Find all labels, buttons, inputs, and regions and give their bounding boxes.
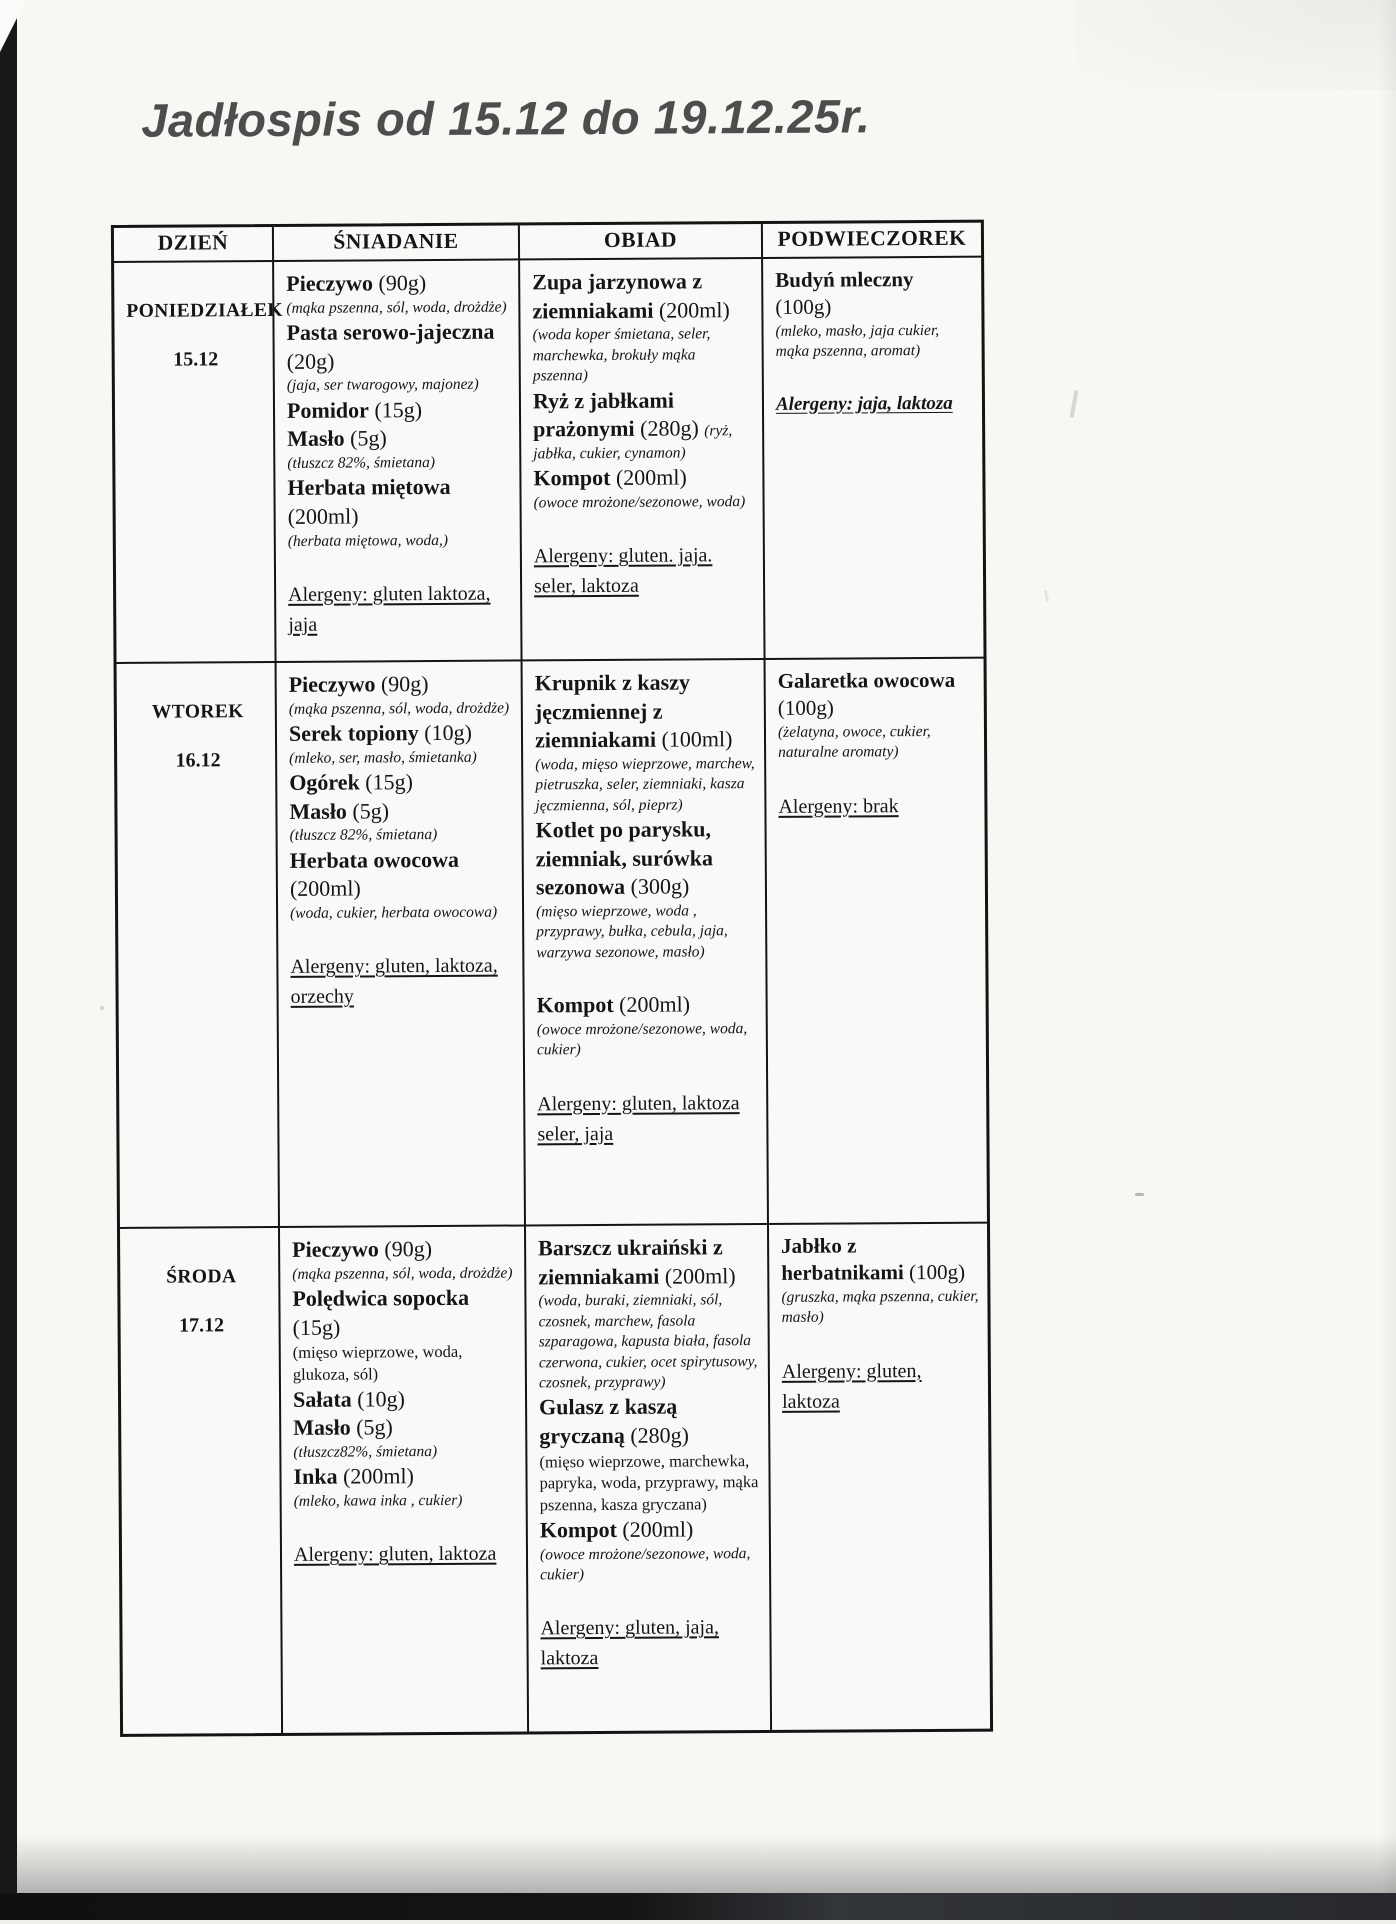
menu-line — [288, 579, 512, 640]
column-header-śniadanie: ŚNIADANIE — [274, 225, 520, 260]
menu-text-alg: Alergeny: gluten, laktoza, orzechy — [290, 955, 498, 1009]
menu-text-dish: Zupa jarzynowa z — [532, 268, 703, 295]
menu-line — [533, 386, 754, 416]
menu-line — [537, 990, 758, 1020]
menu-text-ing: (woda koper śmietana, seler, marchewka, brokuły mąka pszenna) — [532, 325, 711, 385]
dinner-cell — [523, 660, 769, 1224]
menu-line — [293, 1413, 517, 1443]
menu-text-ing: (owoce mrożone/sezonowe, woda) — [533, 492, 746, 512]
menu-text-dish: Herbata owocowa — [289, 846, 460, 873]
menu-text-ing: (owoce mrożone/sezonowe, woda, cukier) — [539, 1544, 751, 1584]
dinner-cell — [520, 259, 765, 659]
menu-line — [534, 492, 755, 514]
menu-text-dish: Barszcz ukraiński z — [538, 1234, 723, 1261]
menu-text-ing: (jaja, ser twarogowy, majonez) — [286, 375, 479, 395]
scan-shadow-bottom — [17, 1835, 1396, 1893]
menu-line — [535, 815, 756, 845]
menu-text-dish: Pasta serowo-jajeczna — [286, 318, 495, 345]
menu-text-ing: (tłuszcz 82%, śmietana) — [287, 453, 436, 472]
menu-line — [288, 530, 512, 552]
menu-text-dish: Masło — [293, 1414, 351, 1441]
menu-line — [778, 790, 976, 821]
snack-cell — [766, 659, 987, 1223]
menu-text-qty: (20g) — [286, 348, 335, 374]
menu-text-ing: (woda, cukier, herbata owocowa) — [290, 903, 498, 922]
menu-line — [538, 1233, 759, 1263]
menu-line — [294, 1539, 518, 1570]
menu-text-dish: Pomidor — [286, 397, 369, 423]
menu-line — [539, 1392, 760, 1422]
menu-line — [293, 1341, 517, 1386]
menu-text-alg: Alergeny: gluten. jaja. seler, laktoza — [533, 544, 713, 598]
menu-text-dish: Budyń mleczny — [775, 267, 914, 292]
menu-text-dish: Polędwica sopocka — [292, 1284, 470, 1311]
menu-line — [540, 1515, 761, 1545]
menu-text-dish: jęczmiennej z — [534, 698, 663, 724]
menu-text-ing: (woda, buraki, ziemniaki, sól, czosnek, marchew, fasola szparagowa, kapusta biała, fasola czerwona, cukier, ocet spirytusowy, czosnek, przyprawy) — [538, 1291, 758, 1392]
day-cell — [120, 1228, 283, 1734]
menu-text-dish: ziemniakami — [534, 726, 657, 753]
menu-text-dish: ziemniakami — [532, 297, 654, 323]
menu-text-dish: Jabłko z — [781, 1233, 857, 1258]
menu-line — [292, 1235, 516, 1265]
table-header-row — [114, 223, 981, 263]
menu-line — [781, 1232, 979, 1261]
menu-line — [290, 951, 514, 1012]
menu-line — [778, 721, 976, 763]
page-title: Jadłospis od 15.12 do 19.12.25r. — [141, 89, 871, 147]
table-row — [117, 659, 987, 1229]
menu-line — [536, 872, 757, 902]
menu-line — [289, 719, 513, 749]
menu-text-qty: (200ml) — [613, 991, 691, 1018]
menu-line — [287, 375, 511, 397]
column-header-podwieczorek: PODWIECZOREK — [777, 225, 967, 251]
menu-line — [532, 324, 753, 387]
menu-text-qty: (100ml) — [655, 726, 733, 752]
menu-text-dish: prażonymi — [533, 415, 635, 442]
menu-text-qty: (90g) — [378, 1236, 433, 1262]
menu-line — [287, 473, 511, 503]
menu-text-qty: (200ml) — [653, 296, 730, 323]
menu-text-dish: Kotlet po parysku, — [535, 816, 712, 843]
menu-text-ing: (tłuszcz82%, śmietana) — [293, 1442, 438, 1461]
menu-text-alg: Alergeny: gluten, laktoza — [781, 1359, 922, 1413]
day-name: PONIEDZIAŁEK — [126, 299, 283, 322]
menu-text-qty: (10g) — [418, 719, 472, 746]
menu-line — [532, 267, 753, 297]
menu-line — [537, 1088, 758, 1149]
day-date: 17.12 — [179, 1314, 225, 1337]
menu-text-dish: Serek topiony — [288, 720, 419, 746]
column-header-obiad: OBIAD — [520, 224, 763, 258]
menu-line — [292, 1284, 516, 1314]
menu-text-qty: (15g) — [292, 1314, 341, 1340]
snack-cell — [763, 258, 983, 658]
menu-text-dish: Pieczywo — [288, 671, 376, 697]
menu-text-qty: (200ml) — [287, 503, 359, 529]
day-name: WTOREK — [151, 701, 244, 723]
menu-text-ing: (gruszka, mąka pszenna, cukier, masło) — [781, 1287, 979, 1326]
menu-text-ing: (tłuszcz 82%, śmietana) — [289, 826, 438, 845]
menu-line — [535, 754, 756, 817]
menu-text-dish: Inka — [293, 1464, 338, 1490]
day-cell — [117, 663, 280, 1227]
menu-line — [290, 845, 514, 875]
menu-text-alg: Alergeny: gluten, laktoza seler, jaja — [537, 1091, 740, 1146]
menu-line — [535, 697, 756, 727]
menu-line — [539, 1450, 760, 1517]
breakfast-cell — [280, 1226, 529, 1732]
menu-line — [293, 1312, 517, 1342]
menu-text-dish: Sałata — [292, 1386, 352, 1412]
menu-text-qty: (280g) — [624, 1422, 690, 1448]
menu-text-qty: (200ml) — [616, 1516, 694, 1542]
menu-text-algi: Alergeny: jaja, laktoza — [775, 392, 953, 415]
menu-line — [536, 901, 757, 964]
menu-text-dish: ziemniak, surówka — [535, 845, 714, 872]
menu-line — [287, 424, 511, 454]
menu-line — [537, 1019, 758, 1061]
menu-text-dish: ziemniakami — [538, 1263, 660, 1289]
menu-line — [778, 694, 976, 723]
menu-text-qty: (5g) — [344, 425, 387, 451]
menu-line — [538, 1262, 759, 1292]
menu-line — [290, 825, 514, 847]
menu-line — [289, 768, 513, 798]
menu-line — [535, 725, 756, 755]
menu-line — [293, 1384, 517, 1414]
menu-line — [534, 540, 755, 601]
menu-text-qty: (100g) — [903, 1260, 966, 1285]
menu-text-ing: (mleko, kawa inka , cukier) — [293, 1491, 463, 1510]
menu-line — [286, 297, 510, 319]
menu-text-qty: (200ml) — [659, 1262, 736, 1289]
table-row — [120, 1224, 990, 1734]
menu-line — [539, 1421, 760, 1451]
menu-line — [287, 395, 511, 425]
menu-text-qty: (90g) — [372, 270, 427, 296]
menu-line — [532, 296, 753, 326]
menu-text-dish: Masło — [287, 425, 345, 452]
snack-cell — [769, 1224, 990, 1730]
menu-line — [289, 747, 513, 769]
menu-table — [111, 220, 993, 1737]
menu-text-ing: (mąka pszenna, sól, woda, drożdże) — [288, 699, 510, 718]
scan-shadow-right — [1380, 0, 1396, 1893]
menu-text-qty: (200ml) — [337, 1463, 415, 1490]
menu-text-qty: (300g) — [625, 873, 690, 900]
menu-line — [781, 1259, 979, 1288]
menu-text-qty: (15g) — [359, 769, 413, 795]
menu-text-ing: (mięso wieprzowe, woda , przyprawy, bułka, cebula, jaja, warzywa sezonowe, masło) — [536, 902, 728, 962]
menu-line — [540, 1544, 761, 1586]
menu-line — [781, 1286, 979, 1328]
menu-text-qty: (90g) — [375, 671, 429, 697]
menu-line — [290, 902, 514, 924]
menu-text-dish: Gulasz z kaszą — [539, 1393, 678, 1420]
menu-line — [775, 266, 973, 322]
menu-text-dish: Ogórek — [289, 769, 360, 795]
menu-line — [782, 1355, 980, 1416]
menu-text-dish: Herbata miętowa — [287, 474, 451, 501]
menu-text-qty: (5g) — [346, 797, 390, 824]
menu-text-qty: (100g) — [775, 294, 832, 320]
menu-line — [292, 1263, 516, 1285]
column-header-dzień: DZIEŃ — [114, 227, 274, 261]
menu-text-ing: (woda, mięso wieprzowe, marchew, pietruszka, seler, ziemniaki, kasza jęczmienna, sól, pieprz) — [535, 754, 755, 815]
menu-line — [294, 1491, 518, 1513]
menu-text-ing: (mleko, masło, jaja cukier, mąka pszenna, aromat) — [775, 321, 940, 360]
menu-line — [293, 1441, 517, 1463]
menu-text-dish: Pieczywo — [292, 1236, 379, 1262]
menu-line — [287, 452, 511, 474]
table-row — [114, 258, 983, 664]
menu-text-dish: Kompot — [536, 992, 614, 1018]
menu-text-ing: (ryż, jabłka, cukier, cynamon) — [533, 422, 733, 463]
menu-line — [289, 670, 513, 700]
menu-line — [286, 269, 510, 299]
menu-text-qty: (10g) — [351, 1385, 405, 1412]
breakfast-cell — [277, 661, 526, 1225]
menu-text-qty: (280g) — [634, 415, 705, 441]
menu-text-ing: (mąka pszenna, sól, woda, drożdże) — [286, 298, 507, 317]
menu-text-dish: Kompot — [533, 465, 611, 491]
day-date: 16.12 — [175, 749, 221, 772]
scan-edge-bottom — [0, 1893, 1396, 1920]
menu-line — [535, 668, 756, 698]
menu-text-dish: Ryż z jabłkami — [532, 387, 675, 413]
menu-line — [536, 844, 757, 874]
menu-text-ing: (mleko, ser, masło, śmietanka) — [289, 748, 477, 767]
menu-text-alg: Alergeny: gluten laktoza, jaja — [288, 582, 491, 636]
menu-line — [288, 501, 512, 531]
menu-line — [286, 318, 510, 348]
menu-line — [533, 414, 754, 464]
scan-edge-left — [0, 0, 17, 1920]
day-cell — [114, 262, 283, 662]
menu-text-alg: Alergeny: gluten, laktoza — [293, 1543, 497, 1567]
breakfast-cell — [274, 260, 522, 660]
menu-text-alg: Alergeny: gluten, jaja, laktoza — [540, 1616, 719, 1670]
menu-line — [533, 463, 754, 493]
menu-line — [289, 698, 513, 720]
menu-line — [776, 389, 974, 419]
menu-text-qty: (200ml) — [289, 875, 361, 902]
menu-text-qty: (5g) — [350, 1414, 393, 1440]
menu-text-qty: (100g) — [777, 695, 834, 721]
menu-text-qty: (200ml) — [610, 464, 687, 491]
menu-text-dish: sezonowa — [535, 874, 626, 900]
menu-text-dish: gryczaną — [539, 1422, 625, 1449]
menu-text-ing: (mąka pszenna, sól, woda, drożdże) — [292, 1264, 513, 1283]
menu-text-ing: (owoce mrożone/sezonowe, woda, cukier) — [536, 1019, 748, 1059]
menu-text-ing: (herbata miętowa, woda,) — [287, 531, 449, 550]
dinner-cell — [526, 1225, 772, 1731]
menu-text-qty: (15g) — [368, 396, 423, 423]
menu-line — [778, 667, 976, 696]
menu-line — [538, 1290, 760, 1394]
menu-text-alg: Alergeny: brak — [778, 794, 899, 818]
menu-text-dish: Krupnik z kaszy — [534, 669, 691, 696]
menu-text-dish: Galaretka owocowa — [777, 667, 956, 693]
menu-line — [293, 1462, 517, 1492]
menu-text-dish: Kompot — [539, 1516, 617, 1543]
menu-line — [775, 320, 973, 362]
menu-text-dish: Masło — [289, 798, 347, 824]
day-date: 15.12 — [173, 348, 219, 371]
day-name: ŚRODA — [166, 1266, 237, 1288]
menu-line — [289, 796, 513, 826]
menu-text-ing2: (mięso wieprzowe, marchewka, papryka, woda, przyprawy, mąka pszenna, kasza gryczana) — [539, 1450, 759, 1515]
menu-line — [287, 346, 511, 376]
menu-text-dish: Pieczywo — [286, 270, 374, 296]
menu-text-ing2: (mięso wieprzowe, woda, glukoza, sól) — [292, 1342, 463, 1384]
menu-text-ing: (żelatyna, owoce, cukier, naturalne aromaty) — [777, 722, 931, 761]
menu-line — [290, 874, 514, 904]
menu-line — [540, 1612, 761, 1673]
menu-text-dish: herbatnikami — [781, 1260, 904, 1286]
